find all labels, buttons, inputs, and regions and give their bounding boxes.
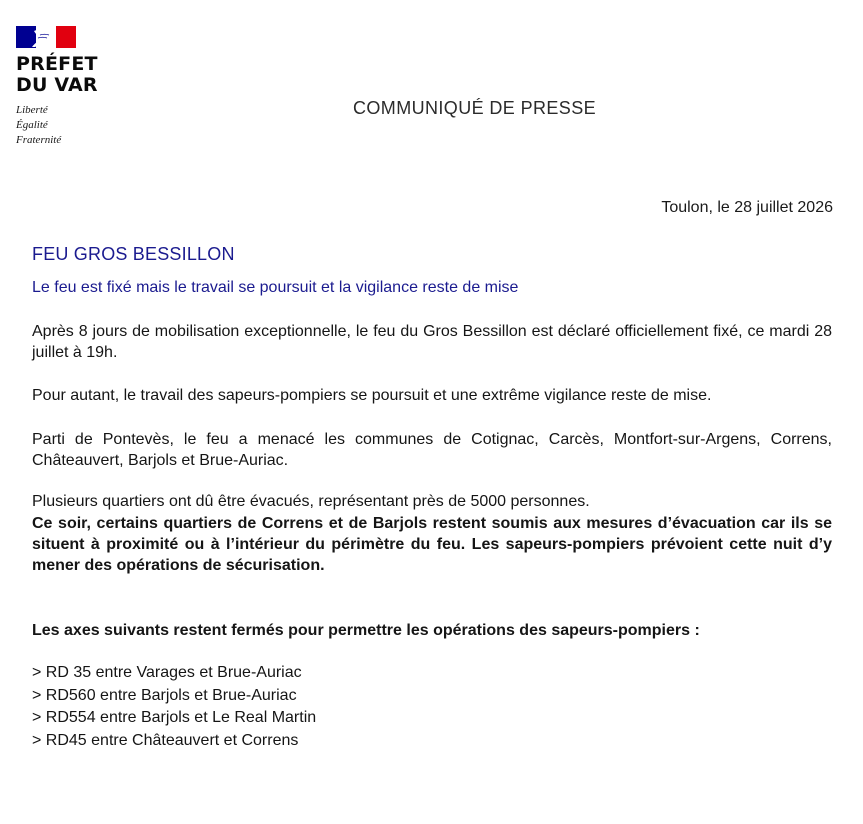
- motto-fraternite: Fraternité: [16, 134, 62, 146]
- marianne-flag-icon: [16, 26, 76, 48]
- list-item: > RD560 entre Barjols et Brue-Auriac: [32, 686, 297, 704]
- prefecture-title: [16, 54, 126, 96]
- list-item: > RD 35 entre Varages et Brue-Auriac: [32, 664, 302, 681]
- republic-motto: [16, 103, 126, 148]
- paragraph-vigilance: Pour autant, le travail des sapeurs-pompiers se poursuit et une extrême vigilance reste de mise.: [32, 387, 712, 404]
- paragraph-mobilisation: Après 8 jours de mobilisation exceptionnelle, le feu du Gros Bessillon est déclaré officiellement fixé, ce mardi 28 juillet à 19h.: [32, 323, 832, 361]
- paragraph-evacuation-tonight: Ce soir, certains quartiers de Correns et de Barjols restent soumis aux mesures d’évacuation car ils se situent à proximité ou à l’intérieur du périmètre du feu. Les sapeurs-pompiers prévoient cette nuit d’y mener des opérations de sécurisation.: [32, 515, 832, 574]
- list-item: > RD554 entre Barjols et Le Real Martin: [32, 709, 317, 726]
- motto-egalite: Égalité: [16, 119, 48, 131]
- prefecture-title-line1: PRÉFET: [16, 53, 98, 75]
- paragraph-communes: Parti de Pontevès, le feu a menacé les communes de Cotignac, Carcès, Montfort-sur-Argens, Correns, Châteauvert, Barjols et Brue-Auriac.: [32, 431, 832, 469]
- closed-roads-list: [32, 662, 316, 752]
- document-type-label: COMMUNIQUÉ DE PRESSE: [353, 98, 597, 118]
- press-headline: FEU GROS BESSILLON: [32, 244, 235, 264]
- list-item: > RD45 entre Châteauvert et Correns: [32, 731, 299, 749]
- press-subheadline: Le feu est fixé mais le travail se poursuit et la vigilance reste de mise: [32, 279, 519, 296]
- prefecture-logo: [16, 26, 126, 148]
- closed-roads-title: Les axes suivants restent fermés pour permettre les opérations des sapeurs-pompiers :: [32, 622, 700, 639]
- paragraph-evacuation: Plusieurs quartiers ont dû être évacués, représentant près de 5000 personnes.: [32, 493, 590, 510]
- motto-liberte: Liberté: [16, 104, 48, 116]
- dateline: Toulon, le 28 juillet 2026: [661, 199, 833, 216]
- prefecture-title-line2: DU VAR: [16, 74, 98, 96]
